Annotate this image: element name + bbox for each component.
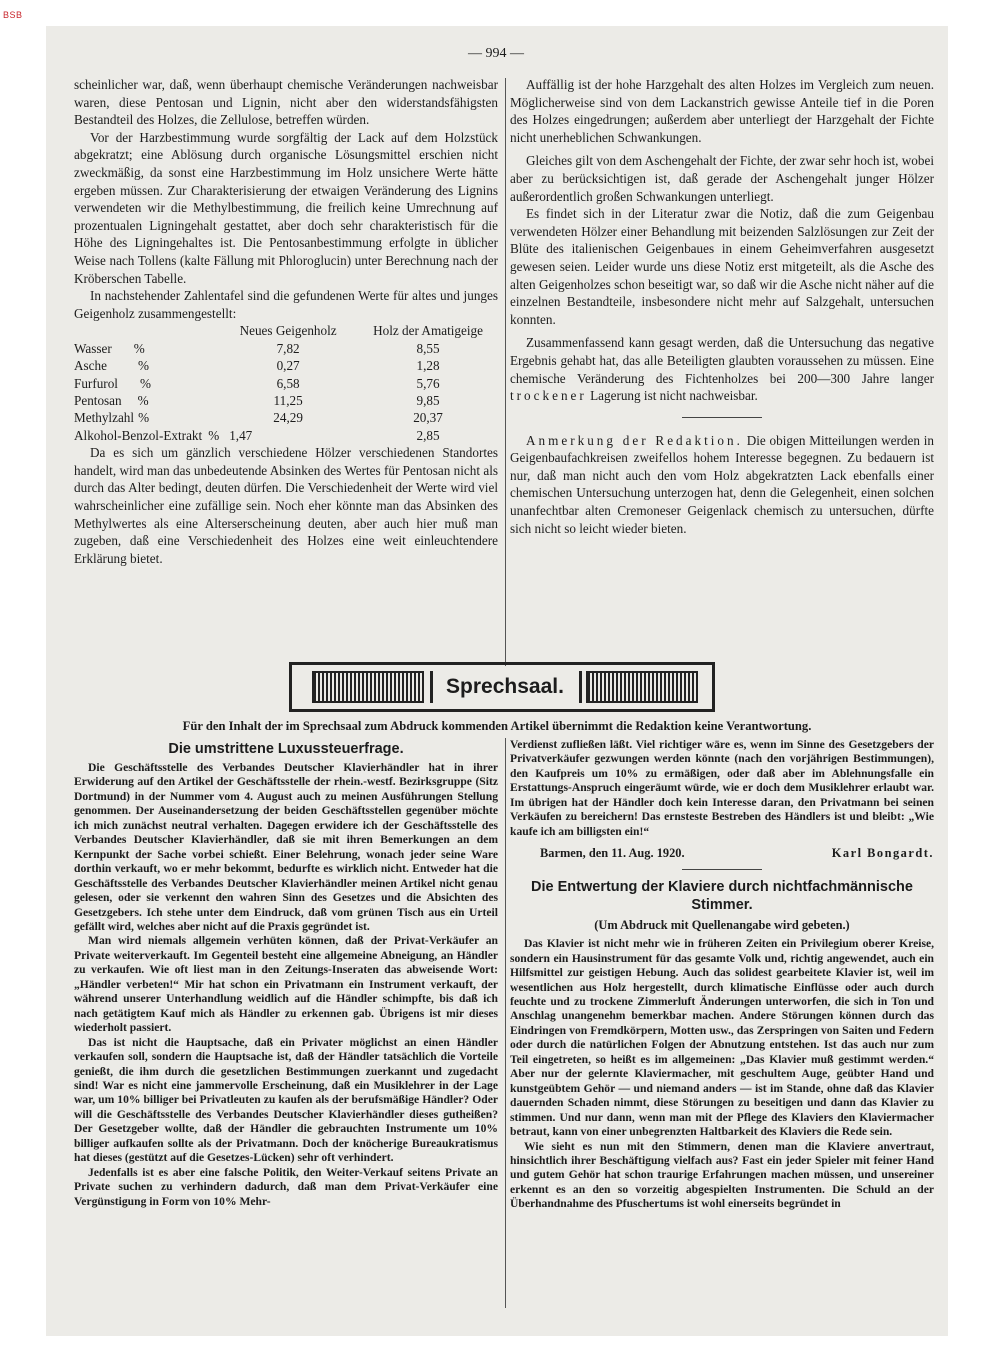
paragraph: Jedenfalls ist es aber eine falsche Politik, den Weiter-Verkauf seitens Private an Private suchen zu verhindern dadurch, daß man dem Privat-Verkäufer eine Vergünstigung in Form von 10% Mehr- — [74, 1165, 498, 1208]
row-label: Alkohol-Benzol-Extrakt — [74, 427, 203, 443]
results-table — [74, 322, 498, 444]
banner-ornament-right — [586, 671, 698, 703]
library-watermark: BSB — [3, 10, 23, 20]
row-unit: % — [137, 358, 149, 374]
value-old: 1,28 — [416, 358, 440, 374]
paragraph: Verdienst zufließen läßt. Viel richtiger wäre es, wenn im Sinne des Gesetzgebers der Privatverkäufer gezwungen werden könnte (nach den vorjährigen Bestimmungen), den Kaufpreis um 10% zu ermäßigen, oder daß aber im Ablehnungsfalle ein Erstattungs-Anspruch eingeräumt würde, wie er doch dem Musiklehrer erlaubt war. Im übrigen hat der Händler doch kein Interesse daran, den Privatmann bei seinen Verkäufen zu bereichern! Das ernsteste Bestreben des Händlers ist und bleibt: „Wie kaufe ich am billigsten ein!“ — [510, 738, 934, 838]
editorial-note-label: Anmerkung der Redaktion. — [526, 432, 743, 448]
article-subheading: (Um Abdruck mit Quellenangabe wird gebeten.) — [594, 918, 850, 933]
paragraph — [510, 334, 934, 404]
row-unit: % — [133, 340, 145, 356]
value-new: 0,27 — [276, 358, 300, 374]
paragraph: Vor der Harzbestimmung wurde sorgfältig der Lack auf dem Holzstück abgekratzt; eine Ablösung durch organische Lösungsmittel erschien nicht zweckmäßig, da sonst eine Harzbestimmung im Holz unsichere Werte hätte ergeben müssen. Zur Charakterisierung der etwaigen Veränderung des Lignins verwendeten wir die Methylbestimmung, die freilich keine Umrechnung auf prozentualen Ligningehalt gestattet, aber doch sehr charakteristisch für die Höhe des Ligningehaltes ist. Die Pentosanbestimmung erfolgte in üblicher Weise nach Tollens (kalte Fällung mit Phloroglucin) unter Berechnung nach der Kröberschen Tabelle. — [74, 129, 498, 286]
row-label: Furfurol — [74, 375, 118, 391]
summary-text-end: Lagerung ist nicht nachweisbar. — [590, 388, 758, 404]
value-new: 6,58 — [276, 375, 300, 391]
author-signature: Karl Bongardt. — [831, 846, 934, 861]
paragraph: Das ist nicht die Hauptsache, daß ein Privater möglichst an einen Händler verkaufen soll, sondern die Hauptsache ist, daß der Händler tatsächlich die Vorteile genießt, die ihm durch die gesetzlichen Bestimmungen zuerkannt und zugedacht sind! War es nicht eine jammervolle Erscheinung, daß ein Musiklehrer in der Lage war, um 10% billiger bei Privatleuten zu kaufen als der berufsmäßige Händler? Oder will die Geschäftsstelle des Verbandes Deutscher Klavierhändler dieses gutheißen? Der Gesetzgeber wollte, daß der Händler die gebrauchten Instrumente um 10% billiger aufkaufen sollte als der Privatmann. Doch der knöcherige Bureaukratismus hat dieses (gestützt auf die Gesetzes-Lücken) sehr oft verhindert. — [74, 1035, 498, 1165]
row-label: Asche — [74, 358, 107, 374]
value-old: 5,76 — [416, 375, 440, 391]
value-old: 8,55 — [416, 340, 440, 356]
table-row — [74, 375, 498, 392]
article-column-top-right — [510, 76, 934, 537]
value-new: 1,47 — [229, 427, 253, 443]
page-number: — 994 — — [468, 46, 524, 61]
row-label: Wasser — [74, 340, 112, 356]
article-heading: Die Entwertung der Klaviere durch nichtfachmännische Stimmer. — [531, 879, 913, 914]
section-title: Sprechsaal. — [446, 675, 564, 698]
row-unit: % — [138, 410, 150, 426]
table-row — [74, 357, 498, 374]
table-header-row — [74, 322, 498, 339]
column-divider-bottom — [505, 738, 506, 1308]
value-new: 24,29 — [273, 410, 303, 426]
summary-text: Zusammenfassend kann gesagt werden, daß die Untersuchung das negative Ergebnis gehabt hat, das alle Beteiligten glaubten voraussehen zu müssen. Eine chemische Veränderung des Fichtenholzes bei 200—300 Jahre langer — [510, 335, 934, 386]
paragraph: Wie sieht es nun mit den Stimmern, denen man die Klaviere anvertraut, hinsichtlich ihrer Beschäftigung vielfach aus? Fast ein jeder Spieler mit feiner Hand und gutem Gehör hat schon traurige Erfahrungen machen müssen, und unsereiner erkennt es an den so vorzeitig abgespielten Instrumenten. Die Schuld an der Überhandnahme des Pfuschertums ist wohl einerseits begründet in — [510, 1139, 934, 1211]
article-column-top-left — [74, 76, 498, 567]
value-new: 11,25 — [273, 392, 303, 408]
paragraph: Gleiches gilt von dem Aschengehalt der Fichte, der zwar sehr hoch ist, wobei aber zu berücksichtigen ist, daß gerade der Aschengehalt junger Hölzer außerordentlich großen Schwankungen unterliegt. — [510, 153, 934, 204]
table-row — [74, 427, 498, 444]
editorial-note-text: Die obigen Mitteilungen werden in Geigenbaufachkreisen zweifellos hohem Interesse begegnen. Zu bedauern ist nur, daß man nicht auch den vom Holz abgekratzten Lack ebenfalls einer chemischen Untersuchung unterzogen hat, denn die Gelegenheit, einen solchen unanfechtbar alten Cremoneser Geigenlack chemisch zu untersuchen, dürfte sich nicht so leicht wieder bieten. — [510, 432, 934, 536]
table-row — [74, 392, 498, 409]
row-unit: % — [137, 392, 149, 408]
article-heading: Die umstrittene Luxussteuerfrage. — [168, 741, 404, 757]
editorial-disclaimer: Für den Inhalt der im Sprechsaal zum Abdruck kommenden Artikel übernimmt die Redaktion keine Verantwortung. — [182, 719, 812, 733]
paragraph: Man wird niemals allgemein verhüten können, daß der Privat-Verkäufer an Private weiterverkauft. Im Gegenteil besteht eine allgemeine Abneigung, an Händler zu verkaufen. Wie oft liest man in den Zeitungs-Inseraten das abweisende Wort: „Händler verbeten!“ Mir hat schon ein Privatmann ein Instrument verkauft, der während unserer Unterhandlung weidlich auf die Händler schimpfte, bis daß ich nach getätigtem Kauf mich als Händler zu erkennen gab. Übrigens ist mir dieses wiederholt passiert. — [74, 934, 498, 1035]
paragraph: Das Klavier ist nicht mehr wie in früheren Zeiten ein Privilegium oberer Kreise, sondern ein Hausinstrument für das gesamte Volk und, richtig angewendet, auch ein Hilfsmittel zur geistigen Hebung. Auch das solidest gearbeitete Klavier ist, weil im wesentlichen aus Holz hergestellt, durch klimatische Einflüsse oder auch durch feuchte und zu trockene Zimmerluft Änderungen unterworfen, die sich in Ton und Anschlag unangenehm bemerkbar machen. Andere Störungen können durch das Eindringen von Fremdkörpern, Motten usw., das Zerspringen von Saiten und Federn oder durch die natürlichen Folgen der Abnutzung entstehen. Ist das auch nur zum Teil eingetreten, so heißt es im allgemeinen: „Das Klavier muß gestimmt werden.“ Aber nur der gelernte Klaviermacher, mit geschultem Auge, geübter Hand und kunstgeübtem Gehör — und niemand anders — ist im Stande, ohne daß das Klavier dauernden Schaden nimmt, diese Störungen zu beseitigen und dann das Klavier zu stimmen. Und nur dann, wenn man mit der Pflege des Klaviers den Klaviermacher betraut, kann von einer unbegrenzten Haltbarkeit des Klaviers die Rede sein. — [510, 937, 934, 1139]
scanned-page — [46, 26, 948, 1336]
editorial-note — [510, 432, 934, 538]
banner-ornament-left — [312, 671, 424, 703]
row-label: Methylzahl — [74, 410, 135, 426]
place-date: Barmen, den 11. Aug. 1920. — [540, 846, 685, 861]
section-separator — [682, 417, 762, 418]
paragraph: Es findet sich in der Literatur zwar die Notiz, daß die zum Geigenbau verwendeten Hölzer einer Behandlung mit beizenden Salzlösungen zur Zeit der Blüte des italienischen Geigenbaues in einem Geheimverfahren ausgesetzt gewesen seien. Leider wurde uns diese Notiz erst mitgeteilt, als die Asche des alten Geigenholzes schon beseitigt war, so daß wir die Asche nicht näher auf die einzelnen Bestandteile, insbesondere nicht mehr auf Salzgehalt, untersuchen konnten. — [510, 206, 934, 327]
banner-divider — [579, 671, 582, 703]
row-unit: % — [139, 375, 151, 391]
paragraph: In nachstehender Zahlentafel sind die gefundenen Werte für altes und junges Geigenholz zusammengestellt: — [74, 288, 498, 321]
value-old: 9,85 — [416, 392, 440, 408]
signature-line — [510, 845, 934, 861]
column-divider-top — [505, 78, 506, 666]
section-separator — [682, 869, 762, 870]
value-old: 2,85 — [416, 427, 440, 443]
emphasized-word: trockener — [510, 388, 587, 404]
row-unit: % — [208, 427, 220, 443]
table-header-amati-wood: Holz der Amatigeige — [373, 323, 483, 339]
table-row — [74, 409, 498, 426]
value-new: 7,82 — [276, 340, 300, 356]
table-row — [74, 340, 498, 357]
article-column-bottom-right — [510, 738, 934, 1212]
sprechsaal-banner — [289, 662, 715, 712]
value-old: 20,37 — [413, 410, 443, 426]
row-label: Pentosan — [74, 392, 122, 408]
paragraph: Da es sich um gänzlich verschiedene Hölzer verschiedenen Standortes handelt, wird man das unbedeutende Absinken des Wertes für Pentosan nicht als durch das Alter bedingt, deuten dürfen. Die Verschiedenheit der Werte wird viel wahrscheinlicher eine zufällige sein. Noch eher könnte man das Absinken des Methylwertes als eine Alterserscheinung deuten, aber auch hier muß man zugeben, daß eine Verschiedenheit des Holzes eine weit einleuchtendere Erklärung bietet. — [74, 445, 498, 566]
article-column-bottom-left — [74, 738, 498, 1209]
paragraph: Auffällig ist der hohe Harzgehalt des alten Holzes im Vergleich zum neuen. Möglicherweise sind von dem Lackanstrich gewisse Anteile tief in die Poren des Holzes eingedrungen; außerdem aber unterliegt der Harzgehalt der Fichte nicht unerheblichen Schwankungen. — [510, 77, 934, 145]
paragraph: Die Geschäftsstelle des Verbandes Deutscher Klavierhändler hat in ihrer Erwiderung auf den Artikel der Geschäftsstelle der rhein.-westf. Bezirksgruppe (Sitz Dortmund) in der Nummer vom 4. August auch zu meinen Ausführungen Stellung genommen. Der Auseinandersetzung der beiden Geschäftsstellen gegenüber möchte ich mich zunächst neutral verhalten. Dagegen erwidere ich der Geschäftsstelle des Verbandes Deutscher Klavierhändler, daß sie mit ihren Bemerkungen an dem Kernpunkt der Sache vorbei schießt. Einer Belehrung, wonach jeder seine Ware dorthin verkauft, wo er mehr bekommt, bedurfte es wirklich nicht. Entweder hat die Geschäftsstelle des Verbandes Deutscher Klavierhändler meinen Artikel nicht genau gelesen, oder sie verkennt den wahren Sinn des Gesetzes und die Absichten des Gesetzgebers. Ich stehe unter dem Eindruck, daß vom grünen Tisch aus ein Urteil gefällt wird, welches aber nicht auf die Praxis gegründet ist. — [74, 761, 498, 933]
table-header-new-wood: Neues Geigenholz — [239, 323, 337, 339]
paragraph: scheinlicher war, daß, wenn überhaupt chemische Veränderungen nachweisbar waren, diese Pentosan und Lignin, nicht aber den widerstandsfähigsten Bestandteil des Holzes, die Zellulose, betreffen würden. — [74, 77, 498, 128]
